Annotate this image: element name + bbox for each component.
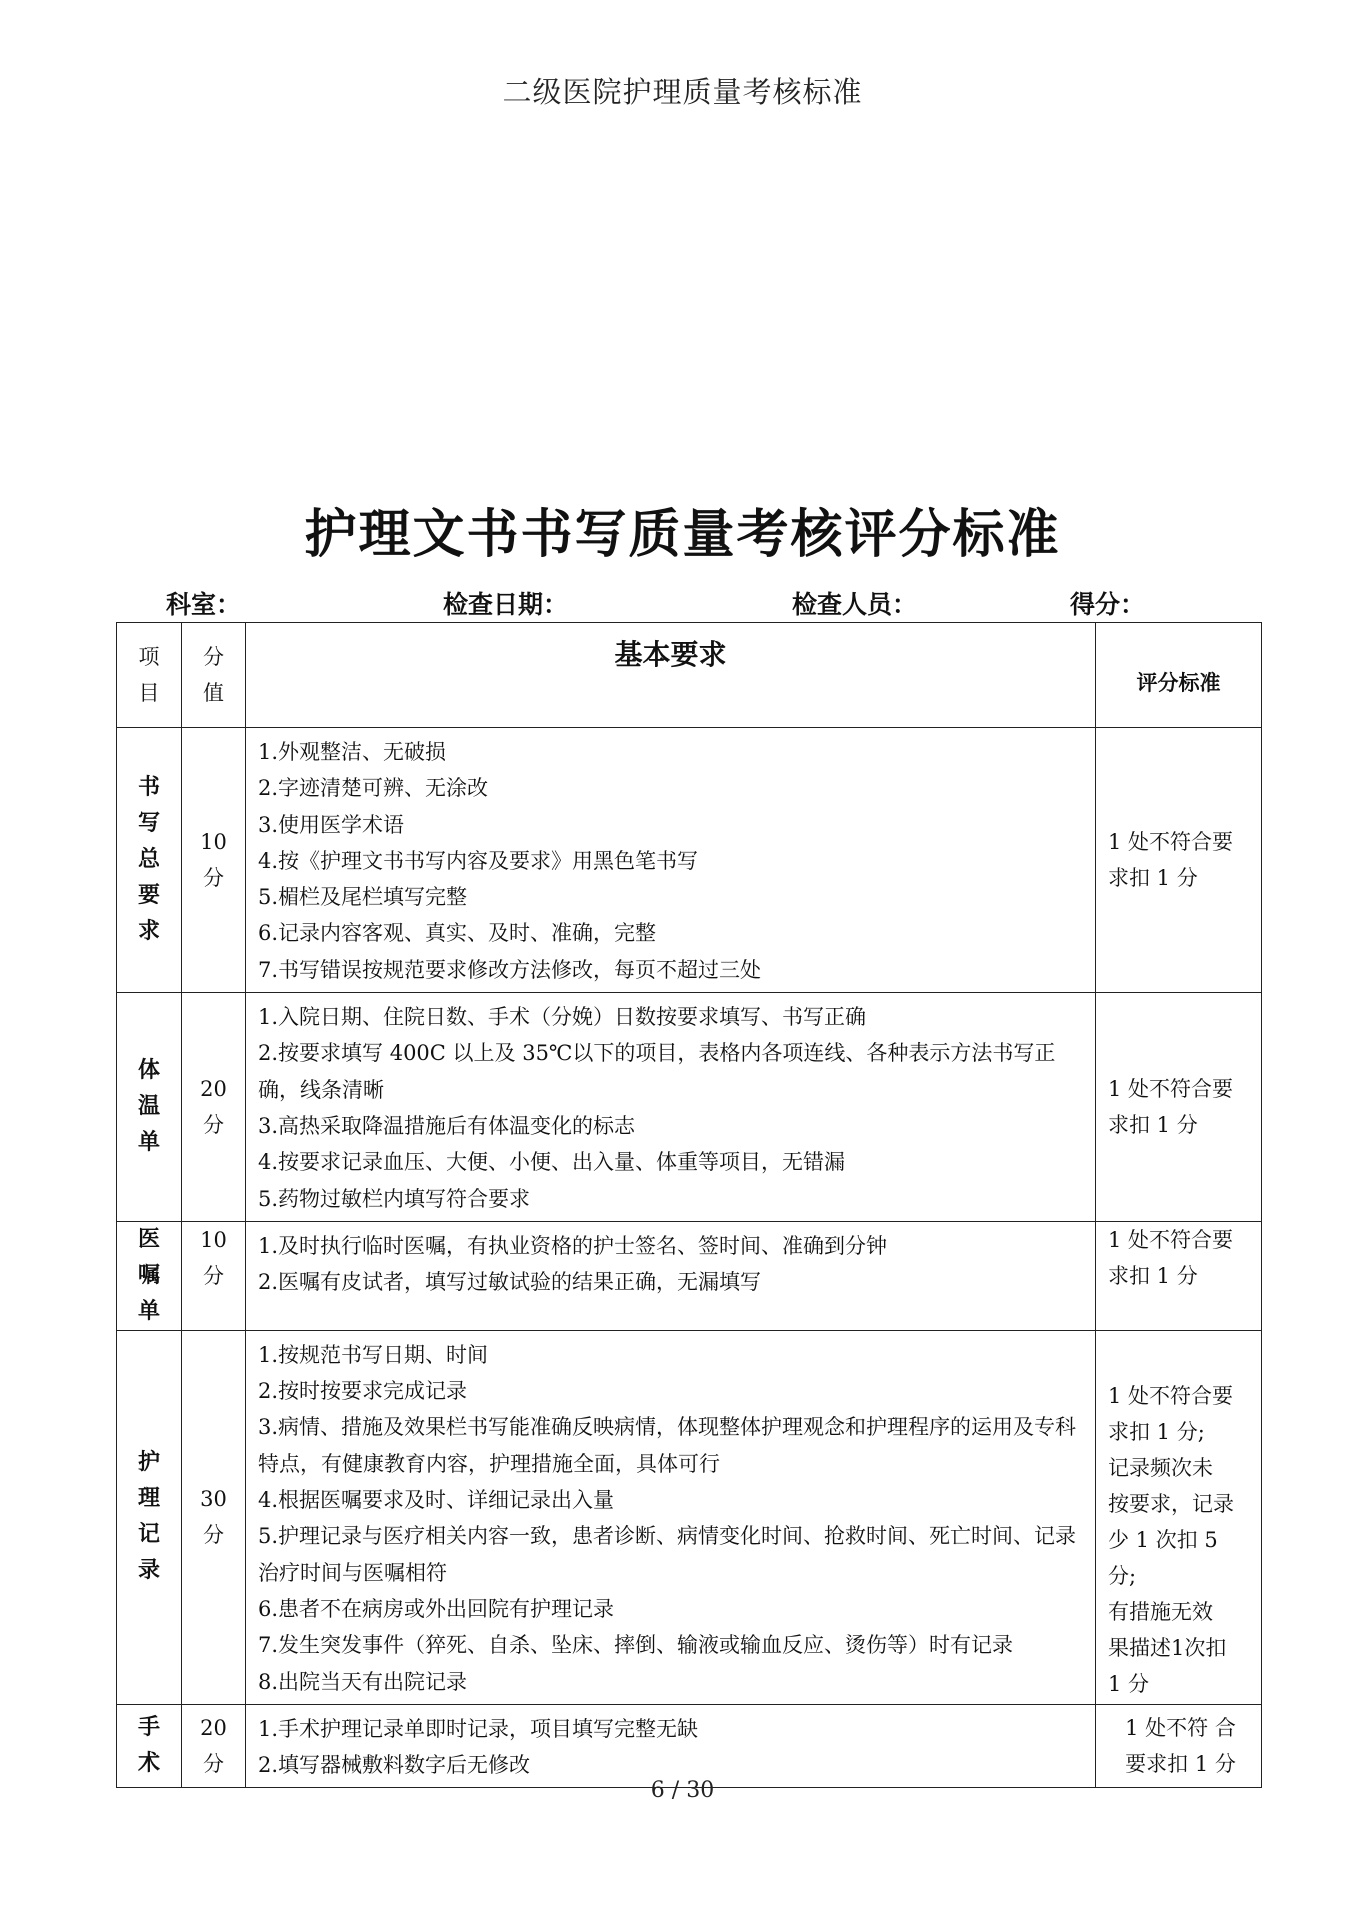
requirement-line: 3.使用医学术语 bbox=[258, 812, 405, 837]
criteria-line: 求扣 1 分 bbox=[1108, 1263, 1198, 1288]
score-value: 10 bbox=[200, 1227, 227, 1252]
item-cell bbox=[117, 1330, 182, 1704]
requirement-line: 4.根据医嘱要求及时、详细记录出入量 bbox=[258, 1488, 615, 1513]
item-cell bbox=[117, 1221, 182, 1330]
criteria-line: 果描述1次扣 bbox=[1108, 1635, 1227, 1660]
item-char: 体 bbox=[137, 1057, 160, 1083]
item-char: 记 bbox=[137, 1522, 160, 1548]
requirement-line: 7.发生突发事件（猝死、自杀、坠床、摔倒、输液或输血反应、烫伤等）时有记录 bbox=[258, 1633, 1014, 1658]
table-row bbox=[117, 728, 1262, 993]
score-label: 得分： bbox=[1070, 590, 1146, 619]
requirement-line: 4.按《护理文书书写内容及要求》用黑色笔书写 bbox=[258, 848, 699, 873]
requirements-cell bbox=[246, 993, 1096, 1222]
requirement-line: 1.按规范书写日期、时间 bbox=[258, 1342, 489, 1367]
inspection-date-label: 检查日期： bbox=[443, 590, 569, 619]
header-item-char: 项 bbox=[138, 645, 160, 669]
document-title: 护理文书书写质量考核评分标准 bbox=[304, 505, 1061, 565]
criteria-line: 1 处不符合要 bbox=[1108, 1076, 1234, 1101]
score-cell bbox=[182, 728, 246, 993]
score-unit: 分 bbox=[203, 1752, 224, 1777]
score-value: 20 bbox=[200, 1076, 227, 1101]
score-unit: 分 bbox=[203, 1263, 224, 1288]
dept-label: 科室： bbox=[166, 590, 242, 619]
requirement-line: 5.楣栏及尾栏填写完整 bbox=[258, 885, 468, 910]
score-cell bbox=[182, 1221, 246, 1330]
criteria-line: 记录频次未 bbox=[1108, 1455, 1213, 1480]
requirement-line: 5.药物过敏栏内填写符合要求 bbox=[258, 1186, 531, 1211]
requirement-line: 1.外观整洁、无破损 bbox=[258, 740, 447, 764]
criteria-line: 1 处不符合要 bbox=[1108, 1227, 1234, 1252]
item-cell bbox=[117, 1704, 182, 1788]
requirement-line: 1.及时执行临时医嘱，有执业资格的护士签名、签时间、准确到分钟 bbox=[258, 1233, 888, 1258]
item-char: 要 bbox=[137, 883, 160, 909]
criteria-line: 1 处不符 合 bbox=[1125, 1716, 1236, 1741]
criteria-line: 1 处不符合要 bbox=[1108, 1383, 1234, 1408]
score-unit: 分 bbox=[203, 1523, 224, 1548]
criteria-cell bbox=[1096, 1330, 1262, 1704]
criteria-line: 按要求，记录 bbox=[1108, 1491, 1234, 1516]
item-char: 医 bbox=[137, 1226, 160, 1252]
table-row bbox=[117, 1704, 1262, 1788]
criteria-line: 1 分 bbox=[1108, 1671, 1150, 1696]
score-unit: 分 bbox=[203, 866, 224, 891]
requirement-line: 7.书写错误按规范要求修改方法修改，每页不超过三处 bbox=[258, 957, 762, 982]
item-char: 单 bbox=[137, 1129, 160, 1155]
score-value: 20 bbox=[200, 1716, 227, 1741]
criteria-line: 求扣 1 分 bbox=[1108, 1112, 1198, 1137]
requirement-line: 5.护理记录与医疗相关内容一致，患者诊断、病情变化时间、抢救时间、死亡时间、记录治疗时间与医嘱相符 bbox=[258, 1524, 1077, 1585]
criteria-line: 少 1 次扣 5 bbox=[1108, 1527, 1218, 1552]
page-number: 6 / 30 bbox=[650, 1778, 715, 1803]
item-char: 求 bbox=[137, 919, 160, 945]
criteria-cell bbox=[1096, 1704, 1262, 1788]
criteria-line: 有措施无效 bbox=[1108, 1599, 1213, 1624]
requirements-cell bbox=[246, 1704, 1096, 1788]
item-char: 总 bbox=[137, 847, 160, 873]
scoring-table bbox=[116, 622, 1262, 1788]
table-row bbox=[117, 1221, 1262, 1330]
item-char: 手 bbox=[137, 1715, 160, 1741]
score-cell bbox=[182, 993, 246, 1222]
item-cell bbox=[117, 993, 182, 1222]
header-score bbox=[182, 623, 246, 728]
table-header-row bbox=[117, 623, 1262, 728]
criteria-line: 求扣 1 分 bbox=[1108, 866, 1198, 891]
requirements-cell bbox=[246, 728, 1096, 993]
header-score-char: 值 bbox=[203, 681, 224, 705]
criteria-line: 求扣 1 分; bbox=[1108, 1419, 1205, 1444]
requirement-line: 1.入院日期、住院日数、手术（分娩）日数按要求填写、书写正确 bbox=[258, 1005, 867, 1030]
requirement-line: 6.记录内容客观、真实、及时、准确，完整 bbox=[258, 921, 657, 946]
requirement-line: 4.按要求记录血压、大便、小便、出入量、体重等项目，无错漏 bbox=[258, 1150, 846, 1175]
requirement-line: 2.字迹清楚可辨、无涂改 bbox=[258, 776, 489, 801]
criteria-cell bbox=[1096, 993, 1262, 1222]
requirement-line: 8.出院当天有出院记录 bbox=[258, 1669, 468, 1694]
score-cell bbox=[182, 1704, 246, 1788]
table-row bbox=[117, 1330, 1262, 1704]
requirement-line: 3.高热采取降温措施后有体温变化的标志 bbox=[258, 1113, 636, 1138]
score-value: 10 bbox=[200, 830, 227, 855]
requirements-cell bbox=[246, 1330, 1096, 1704]
item-char: 护 bbox=[137, 1450, 160, 1476]
item-char: 录 bbox=[137, 1558, 160, 1584]
requirement-line: 3.病情、措施及效果栏书写能准确反映病情，体现整体护理观念和护理程序的运用及专科特点，有健康教育内容，护理措施全面，具体可行 bbox=[258, 1415, 1077, 1476]
header-score-char: 分 bbox=[203, 645, 224, 669]
requirements-cell bbox=[246, 1221, 1096, 1330]
item-char: 理 bbox=[137, 1486, 160, 1512]
criteria-line: 1 处不符合要 bbox=[1108, 830, 1234, 855]
item-char: 嘱 bbox=[137, 1262, 160, 1288]
score-unit: 分 bbox=[203, 1112, 224, 1137]
running-header: 二级医院护理质量考核标准 bbox=[502, 75, 863, 109]
criteria-cell bbox=[1096, 1221, 1262, 1330]
score-value: 30 bbox=[200, 1487, 227, 1512]
header-requirements: 基本要求 bbox=[246, 623, 1096, 728]
score-cell bbox=[182, 1330, 246, 1704]
table-row bbox=[117, 993, 1262, 1222]
item-char: 书 bbox=[137, 775, 160, 801]
item-char: 温 bbox=[137, 1093, 160, 1119]
item-char: 术 bbox=[137, 1751, 160, 1777]
item-char: 写 bbox=[137, 811, 160, 837]
criteria-cell bbox=[1096, 728, 1262, 993]
requirement-line: 2.填写器械敷料数字后无修改 bbox=[258, 1753, 531, 1778]
header-item bbox=[117, 623, 182, 728]
requirement-line: 2.医嘱有皮试者，填写过敏试验的结果正确，无漏填写 bbox=[258, 1270, 762, 1295]
requirement-line: 2.按时按要求完成记录 bbox=[258, 1379, 468, 1404]
header-criteria: 评分标准 bbox=[1096, 623, 1262, 728]
item-char: 单 bbox=[137, 1298, 160, 1324]
inspection-info-row bbox=[0, 585, 1365, 621]
requirement-line: 2.按要求填写 400C 以上及 35℃以下的项目，表格内各项连线、各种表示方法书写正确，线条清晰 bbox=[258, 1041, 1056, 1102]
criteria-line: 分; bbox=[1108, 1563, 1137, 1588]
item-cell bbox=[117, 728, 182, 993]
inspector-label: 检查人员： bbox=[792, 590, 918, 619]
criteria-line: 要求扣 1 分 bbox=[1125, 1752, 1236, 1777]
requirement-line: 1.手术护理记录单即时记录，项目填写完整无缺 bbox=[258, 1716, 699, 1741]
requirement-line: 6.患者不在病房或外出回院有护理记录 bbox=[258, 1596, 615, 1621]
header-item-char: 目 bbox=[138, 681, 160, 705]
